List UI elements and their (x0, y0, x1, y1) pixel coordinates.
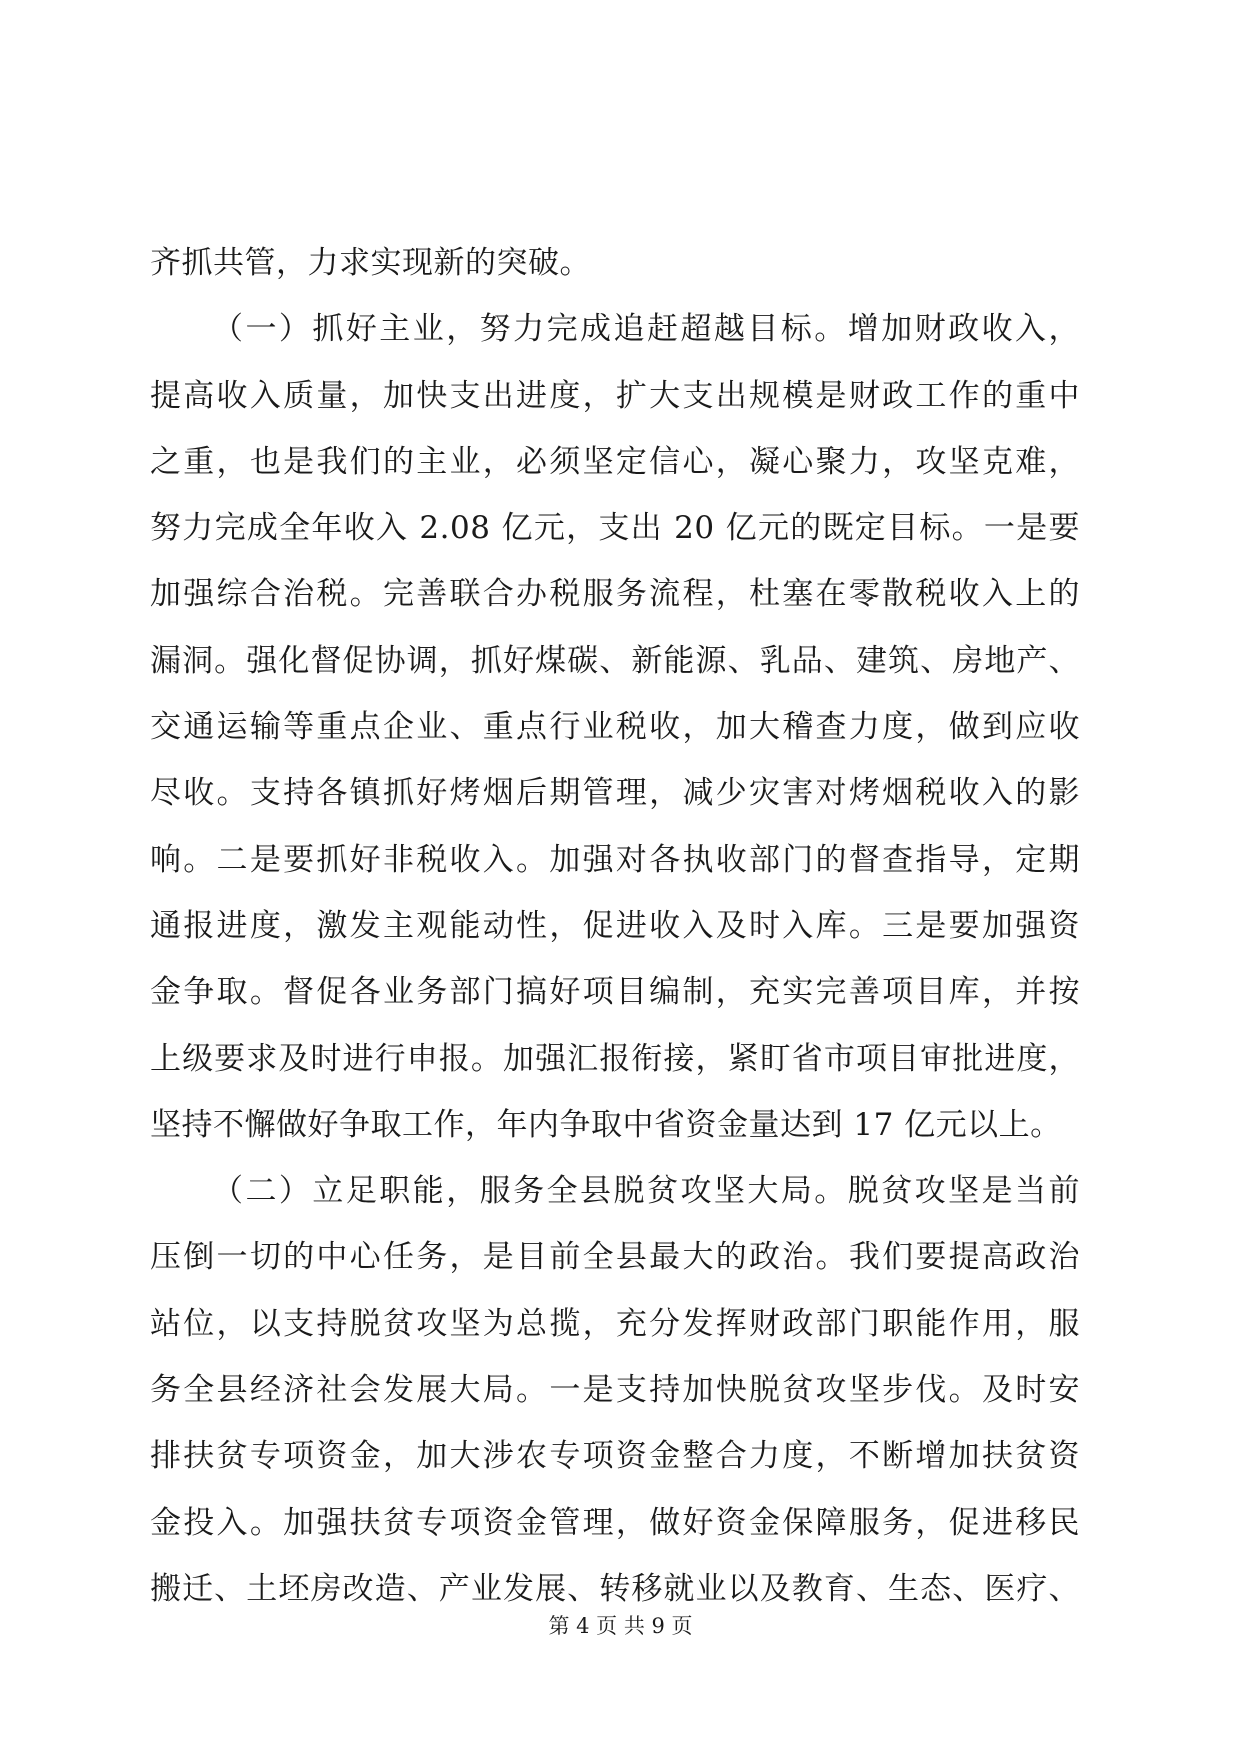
text-line: （一）抓好主业，努力完成追赶超越目标。增加财政收入， (212, 311, 1080, 348)
text-line: 金投入。加强扶贫专项资金管理，做好资金保障服务，促进移民 (150, 1504, 1080, 1541)
text-line: 尽收。支持各镇抓好烤烟后期管理，减少灾害对烤烟税收入的影 (150, 775, 1080, 812)
text-line: 站位，以支持脱贫攻坚为总揽，充分发挥财政部门职能作用，服 (150, 1305, 1080, 1342)
paragraph-section-one (150, 296, 1080, 1158)
text-line: 搬迁、土坯房改造、产业发展、转移就业以及教育、生态、医疗、 (150, 1570, 1080, 1607)
body-text (150, 230, 1080, 1622)
text-line: 务全县经济社会发展大局。一是支持加快脱贫攻坚步伐。及时安 (150, 1372, 1080, 1409)
page-number-footer: 第 4 页 共 9 页 (548, 1614, 693, 1638)
text-line: 漏洞。强化督促协调，抓好煤碳、新能源、乳品、建筑、房地产、 (150, 642, 1080, 679)
text-line: 之重，也是我们的主业，必须坚定信心，凝心聚力，攻坚克难， (150, 443, 1080, 480)
text-line: 通报进度，激发主观能动性，促进收入及时入库。三是要加强资 (150, 907, 1080, 944)
text-line: 坚持不懈做好争取工作，年内争取中省资金量达到 17 亿元以上。 (150, 1106, 1062, 1143)
text-line: 响。二是要抓好非税收入。加强对各执收部门的督查指导，定期 (150, 841, 1080, 878)
text-line: 上级要求及时进行申报。加强汇报衔接，紧盯省市项目审批进度， (150, 1040, 1080, 1077)
text-line: 交通运输等重点企业、重点行业税收，加大稽查力度，做到应收 (150, 709, 1080, 746)
text-line: 加强综合治税。完善联合办税服务流程，杜塞在零散税收入上的 (150, 576, 1080, 613)
text-line: 金争取。督促各业务部门搞好项目编制，充实完善项目库，并按 (150, 974, 1080, 1011)
paragraph-section-two (150, 1158, 1080, 1622)
text-line: 齐抓共管，力求实现新的突破。 (150, 245, 591, 281)
text-line: 努力完成全年收入 2.08 亿元，支出 20 亿元的既定目标。一是要 (150, 510, 1080, 547)
text-line: 提高收入质量，加快支出进度，扩大支出规模是财政工作的重中 (150, 377, 1080, 414)
paragraph-continuation (150, 230, 1080, 296)
text-line: 压倒一切的中心任务，是目前全县最大的政治。我们要提高政治 (150, 1239, 1080, 1276)
text-line: （二）立足职能，服务全县脱贫攻坚大局。脱贫攻坚是当前 (212, 1173, 1080, 1210)
text-line: 排扶贫专项资金，加大涉农专项资金整合力度，不断增加扶贫资 (150, 1438, 1080, 1475)
